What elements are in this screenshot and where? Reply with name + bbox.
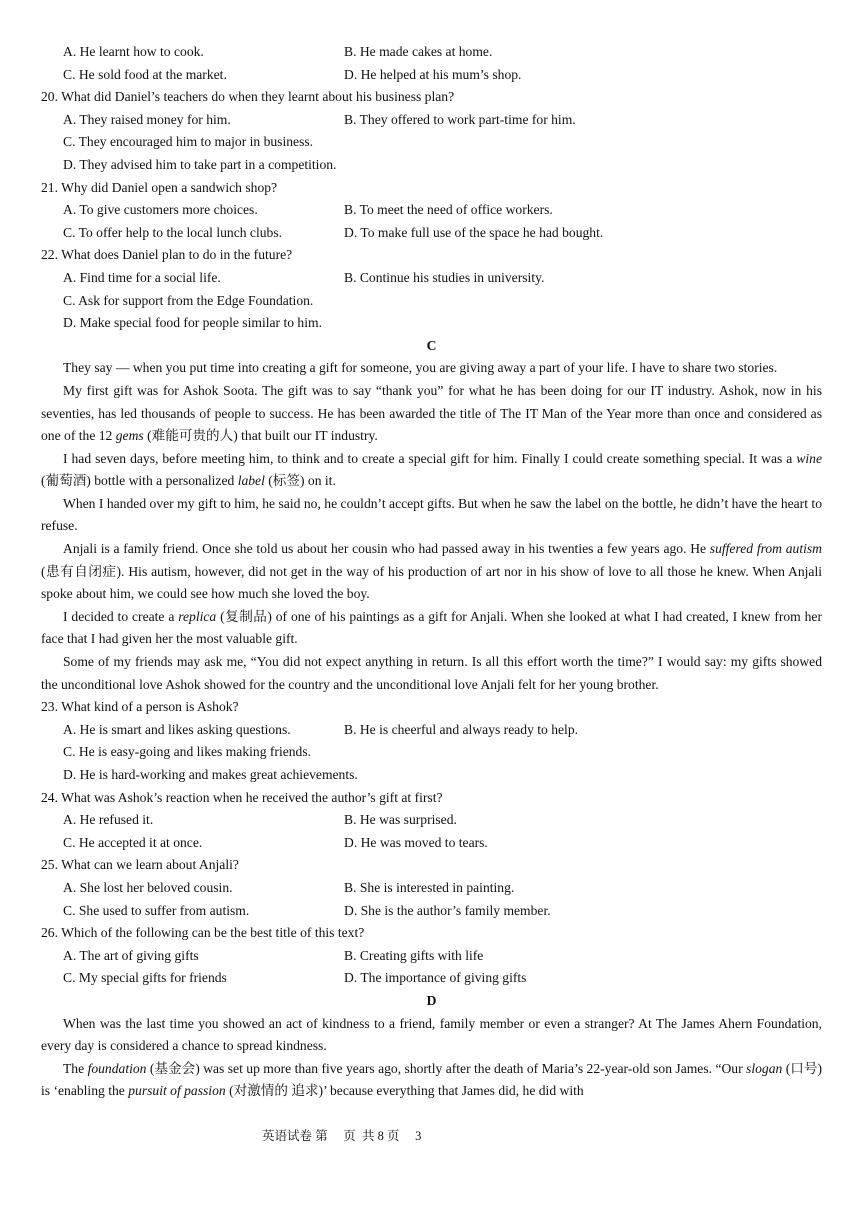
foundation-term: foundation <box>87 1060 147 1076</box>
q26-option-c: C. My special gifts for friends <box>63 970 227 986</box>
q23-options-row1 <box>41 719 822 742</box>
exam-page <box>41 41 822 1103</box>
section-c-paragraph-5: Anjali is a family friend. Once she told us about her cousin who had passed away in his twenties a few years ago. He suffered from autism (患有自闭症). His autism, however, did not get in the way of his production of art nor in his show of love to all those he knew. When Anjali spoke about him, we could see how much she loved the boy. <box>41 541 822 602</box>
q24-options-row1 <box>41 809 822 832</box>
section-d-paragraph-2: The foundation (基金会) was set up more than five years ago, shortly after the death of Maria’s 22-year-old son James. “Our slogan (口号) is ‘enabling the pursuit of passion (对激情的 追求)’ because everything that James did, he did with <box>41 1060 822 1099</box>
q21-stem: 21. Why did Daniel open a sandwich shop? <box>41 179 278 195</box>
q21-option-c: C. To offer help to the local lunch clubs. <box>63 224 283 240</box>
section-c-paragraph-3: I had seven days, before meeting him, to think and to create a special gift for him. Finally I could create something special. It was a wine (葡萄酒) bottle with a personalized label (标签) on it. <box>41 450 822 489</box>
section-c-paragraph-6: I decided to create a replica (复制品) of one of his paintings as a gift for Anjali. When she looked at what I had created, I knew from her face that I had given her the most valuable gift. <box>41 608 822 647</box>
q20-stem: 20. What did Daniel’s teachers do when they learnt about his business plan? <box>41 89 455 105</box>
q20-option-c: C. They encouraged him to major in business. <box>63 134 314 150</box>
q21-option-a: A. To give customers more choices. <box>63 202 258 218</box>
q25-stem: 25. What can we learn about Anjali? <box>41 857 239 873</box>
q20-option-b: B. They offered to work part-time for him. <box>344 111 576 127</box>
section-c-paragraph-4: When I handed over my gift to him, he said no, he couldn’t accept gifts. But when he saw the label on the bottle, he didn’t have the heart to refuse. <box>41 495 822 534</box>
q22-stem: 22. What does Daniel plan to do in the future? <box>41 247 293 263</box>
q26-option-b: B. Creating gifts with life <box>344 947 484 963</box>
q22-options-row1 <box>41 267 822 290</box>
slogan-term: slogan <box>746 1060 783 1076</box>
q26-options-row2 <box>41 967 822 990</box>
q25-option-d: D. She is the author’s family member. <box>344 902 551 918</box>
q26-stem: 26. Which of the following can be the best title of this text? <box>41 925 365 941</box>
q24-option-d: D. He was moved to tears. <box>344 834 488 850</box>
q19-options-row2 <box>41 64 822 87</box>
wine-term: wine <box>796 450 822 466</box>
q23-option-b: B. He is cheerful and always ready to help. <box>344 721 579 737</box>
q23-option-c: C. He is easy-going and likes making friends. <box>63 744 312 760</box>
q24-option-c: C. He accepted it at once. <box>63 834 203 850</box>
section-c-paragraph-1: They say — when you put time into creating a gift for someone, you are giving away a part of your life. I have to share two stories. <box>63 360 778 376</box>
q25-options-row2 <box>41 900 822 923</box>
q23-option-a: A. He is smart and likes asking questions. <box>63 721 291 737</box>
section-d-paragraph-1: When was the last time you showed an act of kindness to a friend, family member or even a stranger? At The James Ahern Foundation, every day is considered a chance to spread kindness. <box>41 1015 822 1054</box>
q23-option-d: D. He is hard-working and makes great achievements. <box>63 767 358 782</box>
q21-option-d: D. To make full use of the space he had bought. <box>344 224 604 240</box>
q26-options-row1 <box>41 945 822 968</box>
page-footer: 英语试卷 第 页 共 8 页 3 <box>262 1129 422 1143</box>
label-term: label <box>237 473 265 489</box>
q20-option-d: D. They advised him to take part in a competition. <box>63 156 337 172</box>
section-c-heading: C <box>426 337 437 353</box>
q19-option-c: C. He sold food at the market. <box>63 66 227 82</box>
q22-option-c: C. Ask for support from the Edge Foundation. <box>63 292 314 308</box>
q24-option-a: A. He refused it. <box>63 812 154 828</box>
q25-option-b: B. She is interested in painting. <box>344 879 515 895</box>
q25-options-row1 <box>41 877 822 900</box>
q23-stem: 23. What kind of a person is Ashok? <box>41 699 239 715</box>
q26-option-d: D. The importance of giving gifts <box>344 970 527 986</box>
pursuit-term: pursuit of passion <box>128 1083 226 1099</box>
q24-option-b: B. He was surprised. <box>344 812 457 828</box>
q19-option-d: D. He helped at his mum’s shop. <box>344 66 522 82</box>
autism-term: suffered from autism <box>709 541 822 557</box>
q20-options-row1 <box>41 109 822 132</box>
q21-options-row1 <box>41 199 822 222</box>
q20-option-a: A. They raised money for him. <box>63 111 231 127</box>
q19-option-a: A. He learnt how to cook. <box>63 44 204 59</box>
gems-term: gems <box>115 428 144 444</box>
q22-option-d: D. Make special food for people similar to him. <box>63 315 322 331</box>
q21-option-b: B. To meet the need of office workers. <box>344 202 553 218</box>
q22-option-b: B. Continue his studies in university. <box>344 269 545 285</box>
q22-option-a: A. Find time for a social life. <box>63 269 221 285</box>
q24-options-row2 <box>41 832 822 855</box>
q19-option-b: B. He made cakes at home. <box>344 44 493 59</box>
q21-options-row2 <box>41 222 822 245</box>
section-c-paragraph-2: My first gift was for Ashok Soota. The gift was to say “thank you” for what he has been doing for our IT industry. Ashok, now in his seventies, has led thousands of people to success. He has been awarded the title of The IT Man of the Year more than once and considered as one of the 12 gems (难能可贵的人) that built our IT industry. <box>41 382 822 444</box>
replica-term: replica <box>178 608 217 624</box>
q26-option-a: A. The art of giving gifts <box>63 947 199 963</box>
section-d-heading: D <box>426 992 437 1008</box>
section-c-paragraph-7: Some of my friends may ask me, “You did not expect anything in return. Is all this effort worth the time?” I would say: my gifts showed the unconditional love Ashok showed for the country and the unconditional love Anjali felt for her young brother. <box>41 654 822 692</box>
q25-option-a: A. She lost her beloved cousin. <box>63 879 233 895</box>
q19-options-row1 <box>41 41 822 64</box>
q25-option-c: C. She used to suffer from autism. <box>63 902 250 918</box>
q24-stem: 24. What was Ashok’s reaction when he received the author’s gift at first? <box>41 789 443 805</box>
